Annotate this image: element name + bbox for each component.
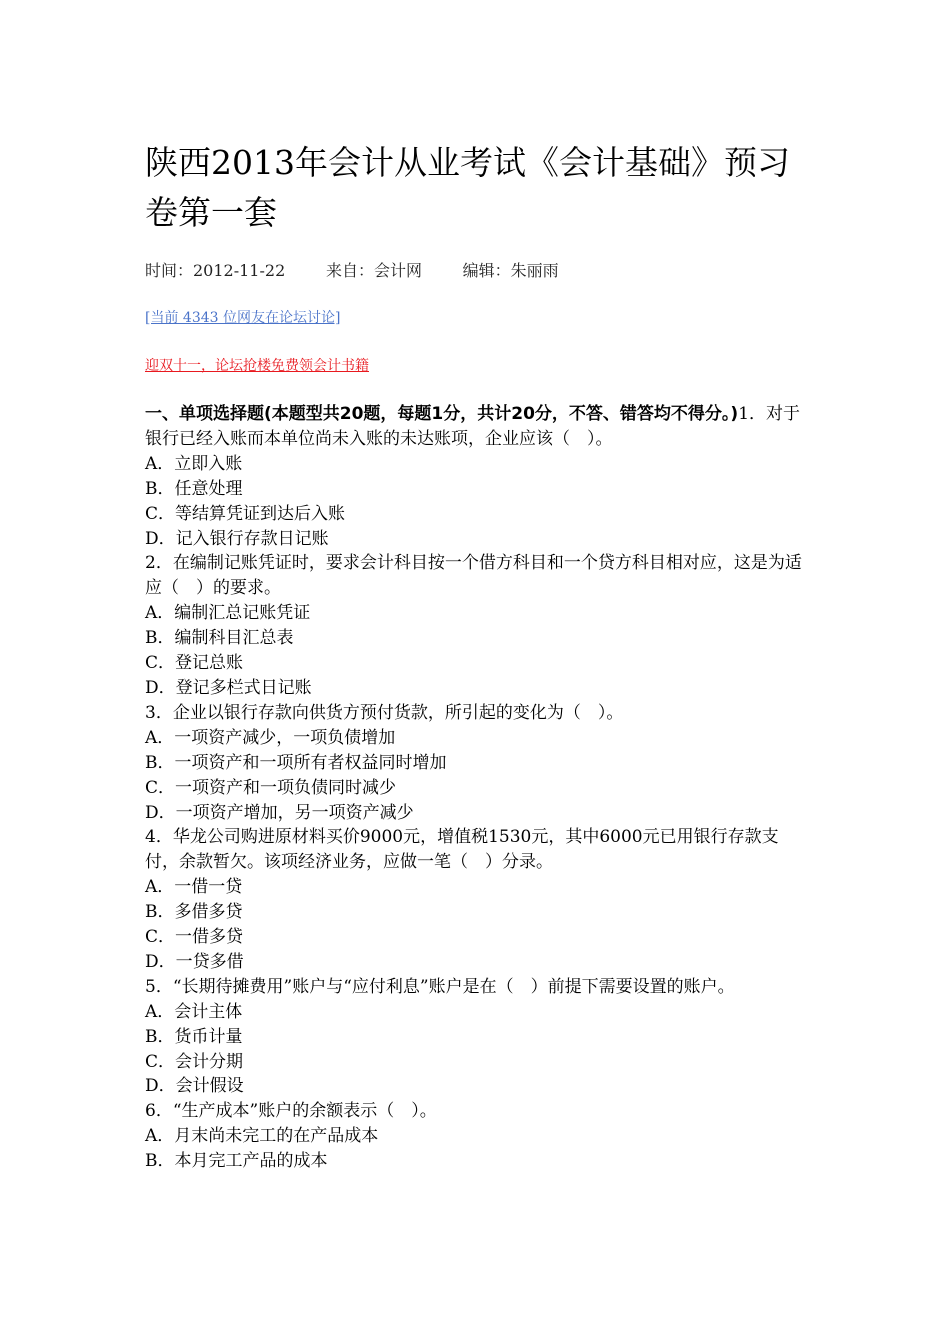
- q6-option-b: B．本月完工产品的成本: [145, 1151, 328, 1172]
- page-title: 陕西2013年会计从业考试《会计基础》预习卷第一套: [145, 143, 790, 232]
- q2-option-a: A．编制汇总记账凭证: [145, 603, 311, 624]
- q2-option-c: C．登记总账: [145, 653, 244, 674]
- q1-option-d: D．记入银行存款日记账: [145, 528, 329, 549]
- q5-option-a: A．会计主体: [145, 1001, 243, 1022]
- promo-link[interactable]: 迎双十一，论坛抢楼免费领会计书籍: [145, 358, 369, 374]
- q3-option-d: D．一项资产增加，另一项资产减少: [145, 802, 414, 823]
- question-3-stem: 3．企业以银行存款向供货方预付货款，所引起的变化为（ ）。: [145, 702, 624, 723]
- q3-option-c: C．一项资产和一项负债同时减少: [145, 777, 397, 798]
- question-4-stem: 4．华龙公司购进原材料买价9000元，增值税1530元，其中6000元已用银行存款支付，余款暂欠。该项经济业务，应做一笔（ ）分录。: [145, 827, 779, 873]
- publish-time: 时间：2012-11-22: [145, 261, 286, 280]
- q4-option-d: D．一贷多借: [145, 951, 244, 972]
- q3-option-a: A．一项资产减少，一项负债增加: [145, 727, 396, 748]
- q1-option-b: B．任意处理: [145, 478, 243, 499]
- question-2-stem: 2．在编制记账凭证时，要求会计科目按一个借方科目和一个贷方科目相对应，这是为适应（ ）的要求。: [145, 553, 802, 599]
- question-6-stem: 6．“生产成本”账户的余额表示（ ）。: [145, 1101, 437, 1122]
- question-list: [145, 402, 810, 1174]
- forum-discussion-link[interactable]: [当前 4343 位网友在论坛讨论]: [145, 310, 341, 326]
- editor: 编辑：朱丽雨: [462, 261, 559, 280]
- q5-option-b: B．货币计量: [145, 1026, 243, 1047]
- q4-option-a: A．一借一贷: [145, 877, 243, 898]
- q4-option-c: C．一借多贷: [145, 927, 244, 948]
- section-heading: 一、单项选择题(本题型共20题，每题1分，共计20分，不答、错答均不得分。): [145, 404, 739, 424]
- q3-option-b: B．一项资产和一项所有者权益同时增加: [145, 752, 447, 773]
- question-5-stem: 5．“长期待摊费用”账户与“应付利息”账户是在（ ）前提下需要设置的账户。: [145, 976, 735, 997]
- source: 来自：会计网: [325, 261, 422, 280]
- article-meta: [145, 261, 559, 281]
- q4-option-b: B．多借多贷: [145, 902, 243, 923]
- q5-option-d: D．会计假设: [145, 1076, 244, 1097]
- q2-option-b: B．编制科目汇总表: [145, 628, 294, 649]
- q1-option-c: C．等结算凭证到达后入账: [145, 503, 346, 524]
- question-1-stem: 1．对于银行已经入账而本单位尚未入账的未达账项，企业应该（ ）。: [145, 404, 801, 449]
- q2-option-d: D．登记多栏式日记账: [145, 677, 312, 698]
- q1-option-a: A．立即入账: [145, 453, 243, 474]
- q6-option-a: A．月末尚未完工的在产品成本: [145, 1126, 379, 1147]
- q5-option-c: C．会计分期: [145, 1051, 244, 1072]
